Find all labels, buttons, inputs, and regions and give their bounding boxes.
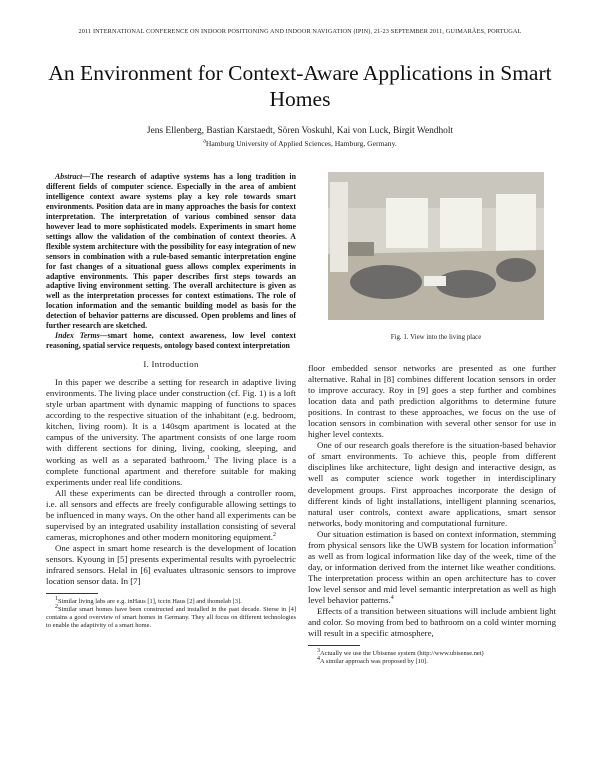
intro-p2-text: All these experiments can be directed through a controller room, i.e. all sensors and effects are freely configurable allowing settings to be influenced in many ways. On the other hand all experiments can be supervised by an integrated usability installation consisting of several cameras, microphones and other modern monitoring equipment. [46, 487, 296, 542]
intro-paragraph-3: One aspect in smart home research is the development of location sensors. Kyoung in [5] presents experimental results with pyroelectric infrared sensors. Helal in [6] evaluates ultrasonic sensors to improve location sensor data. In [7] [46, 542, 296, 587]
footnote-2-mark: 2 [55, 604, 58, 611]
index-terms-label: Index Terms [55, 331, 100, 341]
right-p3-text-cont: as well as from logical information like day of the week, time of the day, or information derived from the internet like weather conditions. The interpretation process within an open architecture has to cover low level sensor and mid level semantic interpretation as well as high level behavior patterns. [308, 550, 556, 605]
paper-title: An Environment for Context-Aware Applications in Smart Homes [48, 61, 552, 111]
intro-p1-text: In this paper we describe a setting for research in adaptive living environments. The living place under construction (cf. Fig. 1) is a loft style urban apartment with dynamic mapping of functions to spaces according to the respective situation of the inhabitant (e.g. bedroom, kitchen, living room). It is a 140sqm apartment is located at the campus of the university. The apartment consists of one large room with different sections for dining, living, cooking, sleeping, and working as well as a separated bathroom. [46, 377, 296, 465]
affiliation-mark: a [203, 138, 206, 145]
abstract-text: —The research of adaptive systems has a long tradition in different fields of computer science. Especially in the area of ambient intelligence context aware systems play a key role towards smart environments. Position data are in many approaches the basis for context interpretation. The interpretation of various combined sensor data however lead to more sophisticated models. Experiments in smart home settings allow the validation of the combination of context theories. A flexible system architecture with the possibility for easy integration of new sensors in combination with a rule-based semantic interpretation engine for fast changes of a situational guess allows complex experiments in adaptive environments. This paper describes first steps towards an adaptive living environment setting. The overall architecture is given as well as the interpretation processes for context estimations. The role of location information and the semantic building model as basis for the detection of behavior patterns are discussed. Open problems and lines of further research are sketched. [46, 172, 296, 331]
footnote-2-text: Similar smart homes have been constructed and installed in the past decade. Sterse in [4] contains a good overview of smart homes in Germany. They all focus on different technologies to enable the adaptivity of a smart home. [46, 606, 296, 630]
affiliation-text: Hamburg University of Applied Sciences, Hamburg, Germany. [205, 139, 397, 148]
footnote-3-mark: 3 [317, 648, 320, 655]
right-column [308, 363, 556, 666]
right-p3-text: Our situation estimation is based on context information, stemming from physical sensors like the UWB system for location information [308, 528, 556, 550]
affiliation [0, 139, 600, 148]
footnote-1 [46, 595, 296, 606]
footnote-ref-2: 2 [272, 531, 276, 538]
left-column [46, 172, 296, 630]
section-heading-introduction: I. Introduction [143, 359, 199, 370]
abstract-label: Abstract [55, 172, 83, 181]
footnote-4 [308, 658, 556, 666]
footnote-4-mark: 4 [317, 656, 320, 663]
figure-1-caption: Fig. 1. View into the living place [390, 334, 482, 341]
footnote-rule-right [308, 645, 360, 646]
author-list: Jens Ellenberg, Bastian Karstaedt, Sören Voskuhl, Kai von Luck, Birgit Wendholt [146, 126, 454, 136]
footnote-ref-1: 1 [206, 454, 210, 461]
footnote-rule [46, 593, 98, 594]
footnote-1-text: Similar living labs are e.g. inHaus [1], tccin Haus [2] and ihomelab [3]. [58, 598, 242, 606]
footnote-ref-4: 4 [390, 595, 394, 602]
living-room-photo [328, 172, 544, 320]
footnote-1-mark: 1 [55, 595, 58, 602]
footnote-4-text: A similar approach was proposed by [10]. [320, 658, 428, 666]
right-paragraph-3 [308, 529, 556, 606]
index-terms [46, 331, 296, 351]
footnote-ref-3: 3 [553, 539, 556, 546]
intro-p1-text-cont: The living place is a complete functional apartment and therefore suitable for making experiments under real life conditions. [46, 454, 297, 487]
right-paragraph-1: floor embedded sensor networks are presented as one further alternative. Rahal in [8] combines different location sensors in order to improve accuracy. Roy in [9] goes a step further and combines location data and path prediction algorithms to determine future positions. In contrast to these approaches, we focus on the use of location sensors in combination with several other sensor for use in higher level contexts. [308, 363, 556, 440]
right-paragraph-2: One of our research goals therefore is the situation-based behavior of smart environments. To achieve this, people from different disciplines like architecture, light design and interactive design, as well as computer science work together in interdisciplinary development groups. First approaches incorporate the design of different kinds of light installations, intelligent planning scenarios, natural user controls, context aware applications, smart sensor networks, body monitoring and computational furniture. [308, 440, 556, 528]
index-terms-text: —smart home, context awareness, low level context reasoning, spatial service requests, ontology based context interpretation [46, 331, 297, 351]
abstract [46, 172, 296, 331]
figure-1-image [328, 172, 544, 320]
footnote-3-text: Actually we use the Ubisense system (http://www.ubisense.net) [320, 650, 484, 658]
intro-paragraph-2 [46, 488, 296, 543]
footnote-2 [46, 606, 296, 630]
right-paragraph-4: Effects of a transition between situations will include ambient light and color. So moving from bed to bathroom on a cold winter morning will result in a specific atmosphere, [308, 606, 556, 639]
conference-header: 2011 INTERNATIONAL CONFERENCE ON INDOOR POSITIONING AND INDOOR NAVIGATION (IPIN), 21-23 SEPTEMBER 2011, GUIMARÃES, PORTUGAL [78, 28, 522, 35]
intro-paragraph-1 [46, 377, 296, 487]
